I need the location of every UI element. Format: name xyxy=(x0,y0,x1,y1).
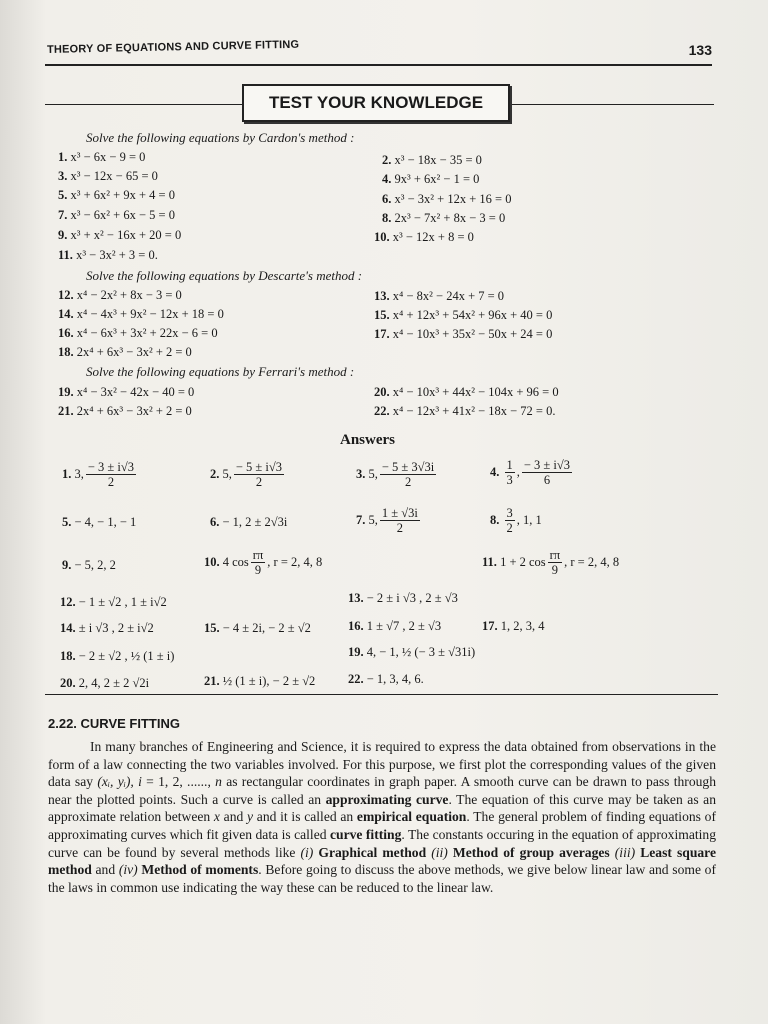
exercise-4: 4. 9x³ + 6x² − 1 = 0 xyxy=(382,172,480,186)
running-title: THEORY OF EQUATIONS AND CURVE FITTING xyxy=(46,38,300,56)
exercise-14: 14. x⁴ − 4x³ + 9x² − 12x + 18 = 0 xyxy=(58,307,224,321)
exercise-6: 6. x³ − 3x² + 12x + 16 = 0 xyxy=(382,192,512,206)
answer-2: 2. 5, $\frac{- 5 \pm i√3}{2}$ xyxy=(210,460,282,490)
answer-1: 1. 3, $\frac{- 3 \pm i√3}{2}$ xyxy=(62,460,134,490)
exercise-19: 19. x⁴ − 3x² − 42x − 40 = 0 xyxy=(58,385,195,399)
section-divider xyxy=(45,694,718,695)
answer-14: 14. ± i √3 , 2 ± i√2 xyxy=(60,621,154,635)
instruction-descartes: Solve the following equations by Descarte's method : xyxy=(86,268,363,283)
exercise-17: 17. x⁴ − 10x³ + 35x² − 50x + 24 = 0 xyxy=(374,327,553,341)
answer-6: 6. − 1, 2 ± 2√3i xyxy=(210,515,288,529)
exercise-16: 16. x⁴ − 6x³ + 3x² + 22x − 6 = 0 xyxy=(58,326,218,340)
answer-5: 5. − 4, − 1, − 1 xyxy=(62,515,137,529)
box-left-rule xyxy=(45,104,242,105)
answer-7: 7. 5, $\frac{1 \pm √3i}{2}$ xyxy=(356,506,418,536)
exercise-2: 2. x³ − 18x − 35 = 0 xyxy=(382,153,482,167)
exercise-22: 22. x⁴ − 12x³ + 41x² − 18x − 72 = 0. xyxy=(374,404,556,418)
page-header xyxy=(45,36,712,66)
exercise-1: 1. x³ − 6x − 9 = 0 xyxy=(58,150,146,164)
exercise-11: 11. x³ − 3x² + 3 = 0. xyxy=(58,248,158,262)
answer-8: 8. $\frac{3}{2}$ , 1, 1 xyxy=(490,506,542,536)
answer-21: 21. ½ (1 ± i), − 2 ± √2 xyxy=(204,674,316,688)
exercise-18: 18. 2x⁴ + 6x³ − 3x² + 2 = 0 xyxy=(58,345,192,359)
page-number: 133 xyxy=(688,42,712,58)
answer-4: 4. $\frac{1}{3}$ , $\frac{- 3 \pm i√3}{6}$ xyxy=(490,458,570,488)
answer-18: 18. − 2 ± √2 , ½ (1 ± i) xyxy=(60,649,175,663)
answer-19: 19. 4, − 1, ½ (− 3 ± √31i) xyxy=(348,645,476,659)
section-heading: 2.22. CURVE FITTING xyxy=(48,716,180,731)
box-title: TEST YOUR KNOWLEDGE xyxy=(268,93,484,112)
exercise-9: 9. x³ + x² − 16x + 20 = 0 xyxy=(58,228,182,242)
answer-16: 16. 1 ± √7 , 2 ± √3 xyxy=(348,619,442,633)
answers-heading: Answers xyxy=(340,432,395,448)
instruction-ferrari: Solve the following equations by Ferrari's method : xyxy=(86,364,355,379)
exercise-5: 5. x³ + 6x² + 9x + 4 = 0 xyxy=(58,188,175,202)
answer-10: 10. 4 cos $\frac{r\pi}{9}$ , r = 2, 4, 8 xyxy=(204,548,323,578)
exercise-13: 13. x⁴ − 8x² − 24x + 7 = 0 xyxy=(374,289,505,303)
answer-11: 11. 1 + 2 cos $\frac{r\pi}{9}$ , r = 2, 4, 8 xyxy=(482,548,620,578)
test-your-knowledge-box xyxy=(242,84,510,122)
instruction-cardon: Solve the following equations by Cardon's method : xyxy=(86,130,355,145)
exercise-10: 10. x³ − 12x + 8 = 0 xyxy=(374,230,474,244)
exercise-7: 7. x³ − 6x² + 6x − 5 = 0 xyxy=(58,208,175,222)
answer-15: 15. − 4 ± 2i, − 2 ± √2 xyxy=(204,621,311,635)
exercise-12: 12. x⁴ − 2x² + 8x − 3 = 0 xyxy=(58,288,182,302)
curve-fitting-paragraph: In many branches of Engineering and Science, it is required to express the data obtained from observations in the form of a law connecting the two variables involved. For this purpose, we first plot the corresponding values of the given data say (xᵢ, yᵢ), i = 1, 2, ......, n as rectangular coordinates in graph paper. A smooth curve can be drawn to pass through near the plotted points. Such a curve is called an approximating curve. The equation of this curve may be taken as an approximate relation between x and y and it is called an empirical equation. The general problem of finding equations of approximating curves which fit given data is called curve fitting. The constants occuring in the equation of approximating curve can be found by several methods like (i) Graphical method (ii) Method of group averages (iii) Least square method and (iv) Method of moments. Before going to discuss the above methods, we give below linear law and some of the laws in common use indicating the way these can be reduced to the linear law. xyxy=(48,739,717,895)
exercise-3: 3. x³ − 12x − 65 = 0 xyxy=(58,169,158,183)
answer-9: 9. − 5, 2, 2 xyxy=(62,558,116,572)
answer-12: 12. − 1 ± √2 , 1 ± i√2 xyxy=(60,595,167,609)
answer-22: 22. − 1, 3, 4, 6. xyxy=(348,672,424,686)
box-right-rule xyxy=(508,104,714,105)
exercise-21: 21. 2x⁴ + 6x³ − 3x² + 2 = 0 xyxy=(58,404,192,418)
exercise-8: 8. 2x³ − 7x² + 8x − 3 = 0 xyxy=(382,211,506,225)
answer-3: 3. 5, $\frac{- 5 \pm 3√3i}{2}$ xyxy=(356,460,435,490)
exercise-20: 20. x⁴ − 10x³ + 44x² − 104x + 96 = 0 xyxy=(374,385,559,399)
answer-20: 20. 2, 4, 2 ± 2 √2i xyxy=(60,676,150,690)
exercise-15: 15. x⁴ + 12x³ + 54x² + 96x + 40 = 0 xyxy=(374,308,553,322)
answer-17: 17. 1, 2, 3, 4 xyxy=(482,619,545,633)
answer-13: 13. − 2 ± i √3 , 2 ± √3 xyxy=(348,591,458,605)
